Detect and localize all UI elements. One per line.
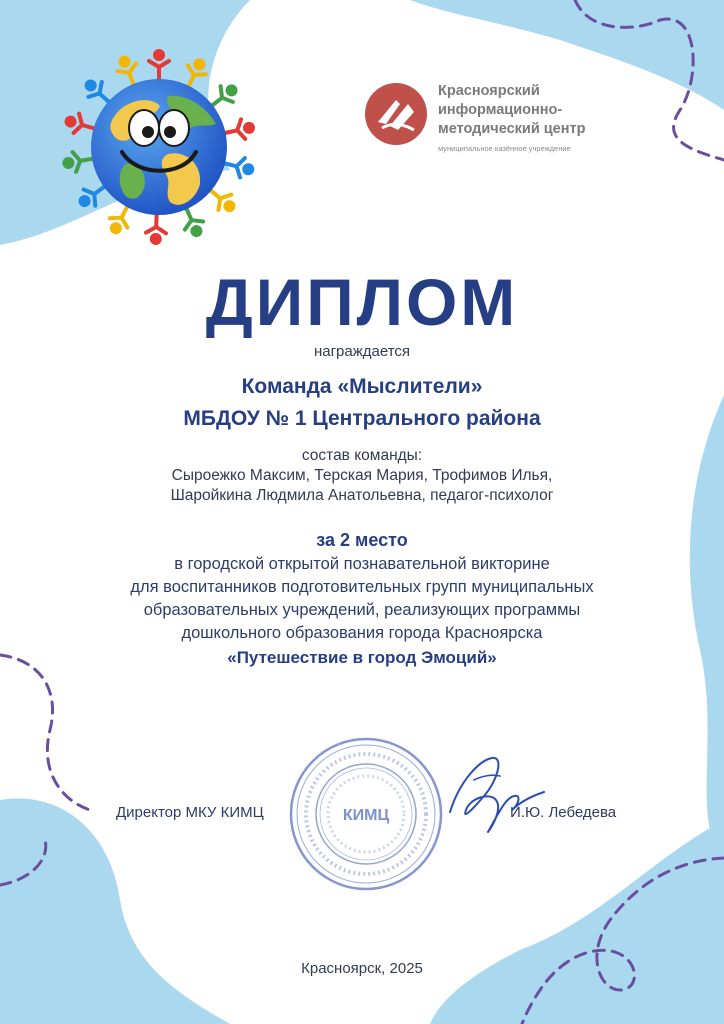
official-stamp-icon xyxy=(288,736,444,892)
description-line: в городской открытой познавательной викторине xyxy=(174,555,550,573)
team-members-line: Шаройкина Людмила Анатольевна, педагог-психолог xyxy=(170,487,554,504)
city-year: Красноярск, 2025 xyxy=(301,960,423,977)
description-line: образовательных учреждений, реализующих программы xyxy=(143,601,581,619)
smiling-globe-icon xyxy=(56,44,262,250)
logo-subtitle: муниципальное казённое учреждение xyxy=(438,144,571,153)
place-awarded: за 2 место xyxy=(316,530,408,550)
diploma-title: ДИПЛОМ xyxy=(205,265,519,339)
kimc-logo xyxy=(364,80,624,160)
quiz-name: «Путешествие в город Эмоций» xyxy=(227,648,497,667)
team-members-line: Сыроежко Максим, Терская Мария, Трофимов Илья, xyxy=(171,467,553,484)
bottom-right-blob xyxy=(430,820,724,1024)
description-line: для воспитанников подготовительных групп муниципальных xyxy=(130,578,594,596)
logo-org-name: Красноярский информационно- методический центр xyxy=(438,83,586,137)
bottom-left-blob xyxy=(0,798,230,1024)
handwritten-signature-icon xyxy=(440,740,550,850)
kimc-logo-icon xyxy=(364,82,428,146)
team-name: Команда «Мыслители» xyxy=(241,375,483,398)
team-composition-label: состав команды: xyxy=(301,447,423,464)
director-name: И.Ю. Лебедева xyxy=(510,804,617,821)
dashed-line-left xyxy=(0,655,90,810)
description-line: дошкольного образования города Красноярска xyxy=(181,624,543,642)
awarded-label: награждается xyxy=(313,343,411,360)
school-name: МБДОУ № 1 Центрального района xyxy=(183,407,541,430)
stamp-center-text: КИМЦ xyxy=(342,807,390,824)
director-title: Директор МКУ КИМЦ xyxy=(116,804,264,821)
